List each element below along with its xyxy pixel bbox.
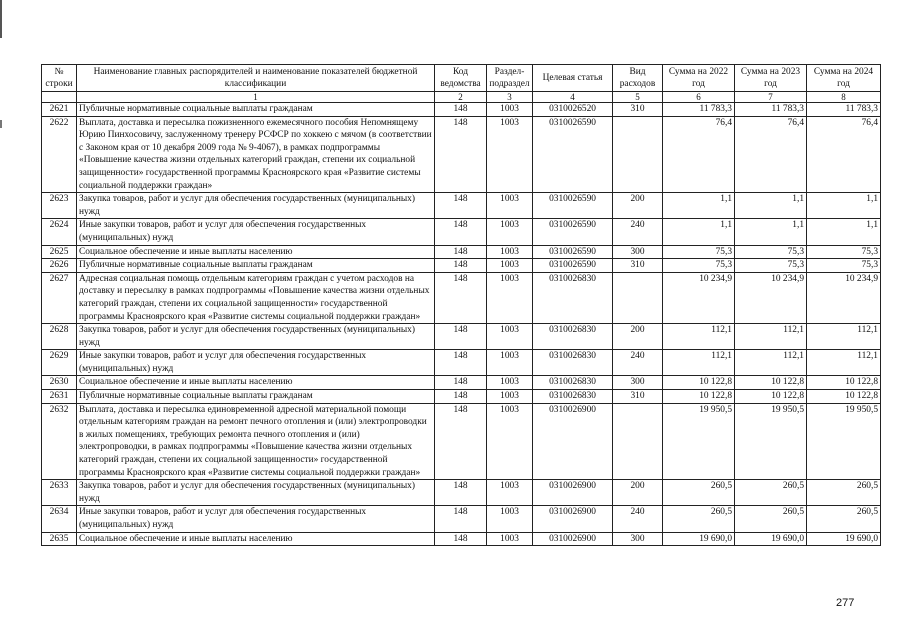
row-target-article: 0310026900	[533, 480, 613, 506]
row-sum-2023: 260,5	[735, 506, 807, 532]
row-sum-2023: 10 122,8	[735, 390, 807, 404]
row-number: 2621	[42, 103, 77, 117]
row-dept-code: 148	[435, 532, 487, 546]
row-name: Социальное обеспечение и иные выплаты населению	[77, 532, 435, 546]
header-section: Раздел-подраздел	[487, 65, 533, 92]
row-number: 2631	[42, 390, 77, 404]
row-sum-2022: 75,3	[663, 245, 735, 259]
row-sum-2022: 19 950,5	[663, 403, 735, 480]
row-target-article: 0310026830	[533, 272, 613, 323]
row-dept-code: 148	[435, 480, 487, 506]
row-name: Выплата, доставка и пересылка единовременной адресной материальной помощи отдельным категориям граждан на ремонт печного отопления и (или) электропроводки в жилых помещениях, требующих ремонта печного отопления и (или) электропроводки, в рамках подпрограммы «Повышение качества жизни отдельных категорий граждан, степени их социальной защищенности» государственной программы Красноярского края «Развитие системы социальной поддержки граждан»	[77, 403, 435, 480]
row-section: 1003	[487, 506, 533, 532]
row-section: 1003	[487, 350, 533, 376]
row-sum-2022: 10 234,9	[663, 272, 735, 323]
row-section: 1003	[487, 403, 533, 480]
row-sum-2024: 75,3	[807, 259, 881, 273]
table-row	[42, 193, 881, 219]
row-sum-2024: 260,5	[807, 506, 881, 532]
row-sum-2023: 260,5	[735, 480, 807, 506]
header-sum-2024: Сумма на 2024 год	[807, 65, 881, 92]
row-sum-2022: 11 783,3	[663, 103, 735, 117]
row-dept-code: 148	[435, 324, 487, 350]
header-dept-code: Код ведомства	[435, 65, 487, 92]
row-name: Выплата, доставка и пересылка пожизненного ежемесячного пособия Непомнящему Юрию Пинхосовичу, заслуженному тренеру РСФСР по хоккею с мячом (в соответствии с Законом края от 10 декабря 2009 года № 9-4067), в рамках подпрограммы «Повышение качества жизни отдельных категорий граждан, степени их социальной защищенности» государственной программы Красноярского края «Развитие системы социальной поддержки граждан»	[77, 116, 435, 193]
row-name: Закупка товаров, работ и услуг для обеспечения государственных (муниципальных) нужд	[77, 480, 435, 506]
column-number: 5	[613, 92, 663, 103]
row-sum-2022: 76,4	[663, 116, 735, 193]
row-section: 1003	[487, 193, 533, 219]
table-row	[42, 103, 881, 117]
row-dept-code: 148	[435, 403, 487, 480]
row-target-article: 0310026900	[533, 403, 613, 480]
row-dept-code: 148	[435, 219, 487, 245]
row-name: Закупка товаров, работ и услуг для обеспечения государственных (муниципальных) нужд	[77, 324, 435, 350]
row-target-article: 0310026590	[533, 245, 613, 259]
row-target-article: 0310026590	[533, 259, 613, 273]
row-dept-code: 148	[435, 103, 487, 117]
row-sum-2022: 19 690,0	[663, 532, 735, 546]
row-expense-type: 200	[613, 324, 663, 350]
row-target-article: 0310026590	[533, 116, 613, 193]
row-dept-code: 148	[435, 116, 487, 193]
row-target-article: 0310026900	[533, 506, 613, 532]
row-sum-2022: 260,5	[663, 506, 735, 532]
row-dept-code: 148	[435, 390, 487, 404]
header-sum-2022: Сумма на 2022 год	[663, 65, 735, 92]
table-row	[42, 272, 881, 323]
column-number: 8	[807, 92, 881, 103]
table-header-row	[42, 65, 881, 92]
row-sum-2024: 112,1	[807, 350, 881, 376]
row-sum-2024: 19 950,5	[807, 403, 881, 480]
row-section: 1003	[487, 272, 533, 323]
row-sum-2023: 10 234,9	[735, 272, 807, 323]
row-sum-2024: 1,1	[807, 219, 881, 245]
column-number: 6	[663, 92, 735, 103]
row-sum-2022: 10 122,8	[663, 376, 735, 390]
header-expense-type: Вид расходов	[613, 65, 663, 92]
row-number: 2633	[42, 480, 77, 506]
row-sum-2023: 75,3	[735, 259, 807, 273]
row-expense-type	[613, 272, 663, 323]
row-section: 1003	[487, 532, 533, 546]
row-sum-2023: 11 783,3	[735, 103, 807, 117]
row-dept-code: 148	[435, 193, 487, 219]
table-row	[42, 116, 881, 193]
row-dept-code: 148	[435, 259, 487, 273]
table-row	[42, 245, 881, 259]
row-name: Социальное обеспечение и иные выплаты населению	[77, 376, 435, 390]
row-sum-2024: 112,1	[807, 324, 881, 350]
row-number: 2630	[42, 376, 77, 390]
row-sum-2023: 76,4	[735, 116, 807, 193]
row-number: 2634	[42, 506, 77, 532]
header-name: Наименование главных распорядителей и наименование показателей бюджетной классификации	[77, 65, 435, 92]
row-number: 2629	[42, 350, 77, 376]
row-expense-type: 310	[613, 103, 663, 117]
column-number: 1	[77, 92, 435, 103]
row-sum-2024: 1,1	[807, 193, 881, 219]
row-dept-code: 148	[435, 376, 487, 390]
row-name: Публичные нормативные социальные выплаты гражданам	[77, 390, 435, 404]
row-expense-type: 240	[613, 506, 663, 532]
table-row	[42, 480, 881, 506]
row-target-article: 0310026830	[533, 376, 613, 390]
table-row	[42, 403, 881, 480]
row-name: Иные закупки товаров, работ и услуг для обеспечения государственных (муниципальных) нужд	[77, 350, 435, 376]
column-number	[42, 92, 77, 103]
row-sum-2022: 112,1	[663, 350, 735, 376]
table-row	[42, 390, 881, 404]
row-target-article: 0310026590	[533, 219, 613, 245]
row-section: 1003	[487, 324, 533, 350]
row-number: 2626	[42, 259, 77, 273]
row-sum-2024: 75,3	[807, 245, 881, 259]
row-sum-2023: 112,1	[735, 324, 807, 350]
row-section: 1003	[487, 219, 533, 245]
row-dept-code: 148	[435, 350, 487, 376]
column-number: 2	[435, 92, 487, 103]
row-expense-type: 310	[613, 259, 663, 273]
row-expense-type: 200	[613, 480, 663, 506]
row-number: 2624	[42, 219, 77, 245]
row-sum-2023: 19 950,5	[735, 403, 807, 480]
row-target-article: 0310026900	[533, 532, 613, 546]
scan-margin-tick	[0, 120, 2, 128]
row-sum-2024: 10 122,8	[807, 390, 881, 404]
row-expense-type	[613, 403, 663, 480]
column-number: 7	[735, 92, 807, 103]
row-sum-2023: 112,1	[735, 350, 807, 376]
row-sum-2022: 1,1	[663, 193, 735, 219]
row-expense-type: 240	[613, 350, 663, 376]
row-expense-type: 300	[613, 376, 663, 390]
table-row	[42, 259, 881, 273]
row-section: 1003	[487, 116, 533, 193]
scan-margin-line	[0, 0, 2, 38]
row-number: 2627	[42, 272, 77, 323]
row-expense-type: 240	[613, 219, 663, 245]
row-expense-type: 300	[613, 532, 663, 546]
row-expense-type	[613, 116, 663, 193]
row-sum-2023: 1,1	[735, 219, 807, 245]
row-name: Иные закупки товаров, работ и услуг для обеспечения государственных (муниципальных) нужд	[77, 506, 435, 532]
row-sum-2022: 75,3	[663, 259, 735, 273]
row-name: Закупка товаров, работ и услуг для обеспечения государственных (муниципальных) нужд	[77, 193, 435, 219]
row-target-article: 0310026830	[533, 390, 613, 404]
row-sum-2022: 260,5	[663, 480, 735, 506]
row-target-article: 0310026520	[533, 103, 613, 117]
table-row	[42, 324, 881, 350]
table-row	[42, 506, 881, 532]
row-sum-2023: 1,1	[735, 193, 807, 219]
row-sum-2022: 1,1	[663, 219, 735, 245]
row-dept-code: 148	[435, 245, 487, 259]
column-number: 3	[487, 92, 533, 103]
table-row	[42, 350, 881, 376]
table-row	[42, 376, 881, 390]
row-target-article: 0310026830	[533, 350, 613, 376]
row-sum-2022: 112,1	[663, 324, 735, 350]
row-name: Публичные нормативные социальные выплаты гражданам	[77, 259, 435, 273]
row-sum-2022: 10 122,8	[663, 390, 735, 404]
row-name: Социальное обеспечение и иные выплаты населению	[77, 245, 435, 259]
row-name: Иные закупки товаров, работ и услуг для обеспечения государственных (муниципальных) нужд	[77, 219, 435, 245]
row-section: 1003	[487, 103, 533, 117]
row-name: Адресная социальная помощь отдельным категориям граждан с учетом расходов на доставку и пересылку в рамках подпрограммы «Повышение качества жизни отдельных категорий граждан, степени их социальной защищенности» государственной программы Красноярского края «Развитие системы социальной поддержки граждан»	[77, 272, 435, 323]
row-number: 2635	[42, 532, 77, 546]
row-number: 2623	[42, 193, 77, 219]
column-number-row	[42, 92, 881, 103]
row-name: Публичные нормативные социальные выплаты гражданам	[77, 103, 435, 117]
row-sum-2024: 19 690,0	[807, 532, 881, 546]
row-sum-2024: 10 234,9	[807, 272, 881, 323]
row-section: 1003	[487, 390, 533, 404]
row-target-article: 0310026830	[533, 324, 613, 350]
row-dept-code: 148	[435, 506, 487, 532]
row-sum-2024: 10 122,8	[807, 376, 881, 390]
row-section: 1003	[487, 376, 533, 390]
header-sum-2023: Сумма на 2023 год	[735, 65, 807, 92]
table-row	[42, 532, 881, 546]
row-section: 1003	[487, 245, 533, 259]
row-sum-2024: 76,4	[807, 116, 881, 193]
row-sum-2023: 19 690,0	[735, 532, 807, 546]
row-number: 2632	[42, 403, 77, 480]
table-row	[42, 219, 881, 245]
row-section: 1003	[487, 259, 533, 273]
row-expense-type: 310	[613, 390, 663, 404]
header-row-number: № строки	[42, 65, 77, 92]
row-section: 1003	[487, 480, 533, 506]
column-number: 4	[533, 92, 613, 103]
row-sum-2023: 10 122,8	[735, 376, 807, 390]
row-expense-type: 200	[613, 193, 663, 219]
row-sum-2023: 75,3	[735, 245, 807, 259]
row-expense-type: 300	[613, 245, 663, 259]
page-number: 277	[836, 597, 855, 609]
header-target-article: Целевая статья	[533, 65, 613, 92]
row-number: 2625	[42, 245, 77, 259]
row-sum-2024: 260,5	[807, 480, 881, 506]
row-number: 2628	[42, 324, 77, 350]
row-number: 2622	[42, 116, 77, 193]
budget-table	[41, 64, 881, 546]
row-target-article: 0310026590	[533, 193, 613, 219]
row-dept-code: 148	[435, 272, 487, 323]
row-sum-2024: 11 783,3	[807, 103, 881, 117]
